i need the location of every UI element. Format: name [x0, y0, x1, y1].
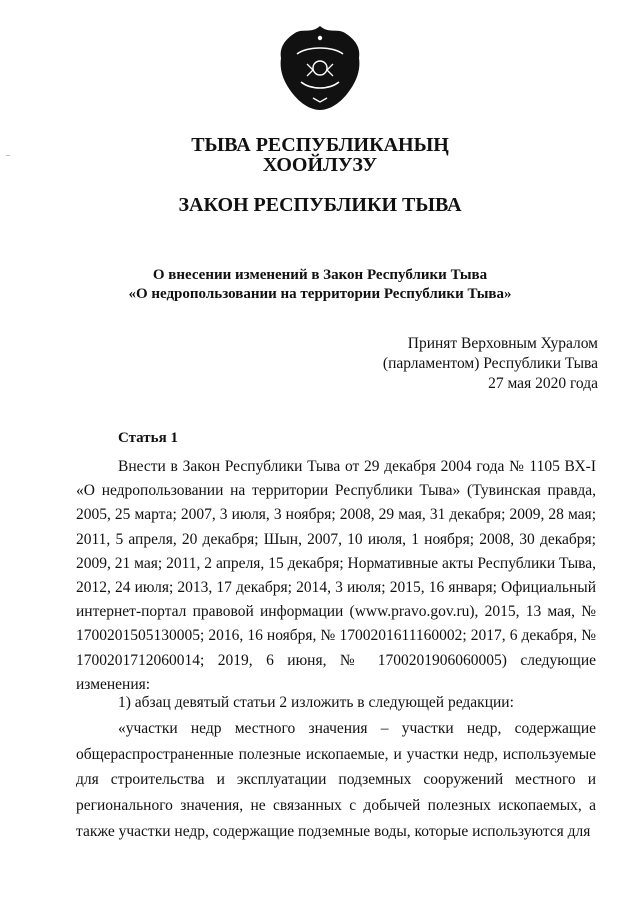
adoption-line-1: Принят Верховным Хуралом	[407, 335, 598, 352]
header-line-1: ТЫВА РЕСПУБЛИКАНЫҢ	[191, 134, 449, 156]
article-paragraph: Внести в Закон Республики Тыва от 29 декабря 2004 года № 1105 ВХ-I «О недропользовании на территории Республики Тыва» (Тувинская правда, 2005, 25 марта; 2007, 3 июля, 3 ноября; 2008, 29 мая, 31 декабря; 2009, 28 мая; 2011, 5 апреля, 20 декабря; Шын, 2007, 10 июля, 1 ноября; 2008, 30 декабря; 2009, 21 мая; 2011, 2 апреля, 15 декабря; Нормативные акты Республики Тыва, 2012, 24 июля; 2013, 17 декабря; 2014, 3 июля; 2015, 16 января; Официальный интернет-портал правовой информации (www.pravo.gov.ru), 2015, 13 мая, № 1700201505130005; 2016, 16 ноября, № 1700201611160002; 2017, 6 декабря, № 1700201712060014; 2019, 6 июня, № 1700201906060005) следующие изменения:	[76, 458, 596, 693]
document-title-line-2: «О недропользовании на территории Республики Тыва»	[128, 286, 512, 302]
article-quote: «участки недр местного значения – участки недр, содержащие общераспространенные полезные ископаемые, и участки недр, используемые для строительства и эксплуатации подземных сооружений местного и регионального значения, не связанных с добычей полезных ископаемых, а также участки недр, содержащие подземные воды, которые используются для	[76, 720, 596, 840]
article-item-1: 1) абзац девятый статьи 2 изложить в следующей редакции:	[118, 694, 514, 711]
law-title: ЗАКОН РЕСПУБЛИКИ ТЫВА	[178, 194, 462, 216]
adoption-line-2: (парламентом) Республики Тыва	[382, 355, 598, 372]
article-heading: Статья 1	[118, 430, 178, 446]
header-line-2: ХООЙЛУЗУ	[262, 154, 378, 176]
adoption-date: 27 мая 2020 года	[488, 375, 598, 392]
document-title-line-1: О внесении изменений в Закон Республики Тыва	[152, 267, 488, 283]
adoption-block	[383, 334, 598, 394]
coat-of-arms-tuva-icon	[277, 24, 363, 112]
